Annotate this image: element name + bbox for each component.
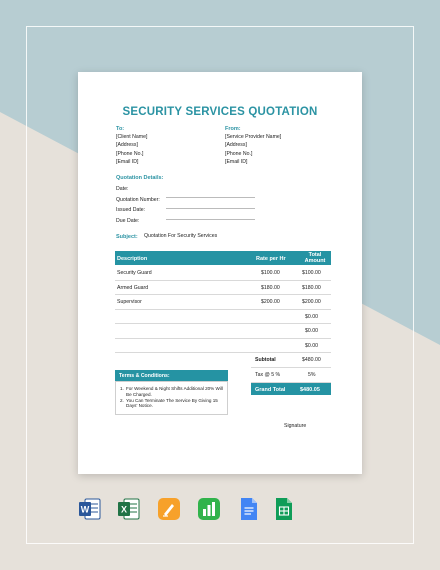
client-email: [Email ID] — [116, 159, 139, 166]
field-line — [166, 197, 255, 198]
row-total: $100.00 — [302, 270, 321, 276]
tax-value: 5% — [308, 372, 316, 378]
issued-date-field: Issued Date: — [116, 207, 146, 214]
header-total — [300, 252, 330, 265]
signature-label: Signature — [284, 423, 307, 429]
tax-label: Tax @ 5 % — [255, 372, 281, 378]
row-description: Supervisor — [117, 299, 142, 305]
row-rate: $180.00 — [261, 284, 280, 291]
header-rate: Rate per Hr — [256, 255, 286, 262]
excel-icon[interactable] — [118, 497, 140, 521]
row-total: $0.00 — [305, 342, 318, 349]
to-block — [116, 133, 147, 167]
quotation-number-field: Quotation Number: — [116, 196, 160, 203]
client-phone: [Phone No.] — [116, 150, 144, 157]
field-line — [166, 219, 255, 220]
svg-text:W: W — [80, 504, 90, 515]
due-date-field: Due Date: — [116, 217, 140, 224]
table-row — [115, 265, 331, 281]
document-title: SECURITY SERVICES QUOTATION — [122, 106, 318, 118]
subtotal-value: $480.00 — [302, 357, 321, 363]
table-row — [115, 323, 331, 339]
provider-address: [Address] — [225, 142, 247, 149]
grand-total-value: $480.05 — [300, 386, 320, 393]
header-description: Description — [117, 255, 148, 262]
row-total: $0.00 — [305, 313, 318, 320]
terms-list — [120, 386, 224, 409]
subtotal-row — [251, 352, 331, 368]
row-rate: $100.00 — [261, 270, 280, 276]
header-total-line2: Amount — [304, 258, 326, 264]
terms-item: 1. For Weekend & Night Shifts Additional 20% Will Be Charged. — [120, 386, 223, 397]
field-line — [166, 208, 255, 209]
provider-email: [Email ID] — [225, 159, 248, 166]
terms-item-text: You Can Terminate The Service By Giving 15 Days' Notice. — [126, 397, 218, 409]
grand-total-row — [251, 383, 331, 395]
from-block — [225, 133, 281, 167]
quotation-details-fields — [116, 184, 160, 226]
terms-item: 2. You Can Terminate The Service By Giving 15 Days' Notice. — [120, 398, 224, 410]
numbers-icon[interactable] — [198, 497, 220, 521]
terms-label: Terms & Conditions: — [119, 372, 170, 379]
subject-label: Subject: — [116, 234, 138, 240]
word-icon[interactable] — [79, 497, 101, 521]
items-table-header — [115, 251, 331, 265]
client-name: [Client Name] — [116, 134, 148, 140]
date-field: Date: — [116, 186, 129, 192]
tax-row — [251, 367, 331, 383]
provider-name: [Service Provider Name] — [225, 134, 282, 140]
table-row — [115, 294, 331, 310]
row-description: Armed Guard — [117, 284, 149, 291]
quotation-details-label: Quotation Details: — [116, 175, 164, 181]
google-sheets-icon[interactable] — [273, 497, 295, 521]
from-label: From: — [225, 126, 241, 132]
subject-value: Quotation For Security Services — [144, 233, 218, 239]
row-rate: $200.00 — [261, 299, 280, 305]
client-address: [Address] — [116, 142, 138, 149]
grand-total-label: Grand Total — [255, 386, 286, 393]
row-description: Security Guard — [117, 270, 152, 276]
svg-text:X: X — [120, 504, 128, 515]
terms-box — [115, 381, 228, 415]
terms-header — [115, 370, 228, 381]
row-total: $180.00 — [302, 284, 321, 291]
table-row — [115, 280, 331, 296]
terms-item-text: For Weekend & Night Shifts Additional 20% Will Be Charged. — [126, 386, 223, 397]
quotation-document — [78, 72, 362, 474]
row-total: $200.00 — [302, 299, 321, 305]
header-total-line1: Total — [308, 251, 322, 258]
to-label: To: — [116, 126, 125, 132]
row-total: $0.00 — [305, 328, 318, 334]
subtotal-label: Subtotal — [255, 357, 276, 363]
table-row — [115, 338, 331, 354]
pages-icon[interactable] — [158, 497, 180, 521]
table-row — [115, 309, 331, 325]
google-docs-icon[interactable] — [238, 497, 260, 521]
provider-phone: [Phone No.] — [225, 150, 253, 157]
